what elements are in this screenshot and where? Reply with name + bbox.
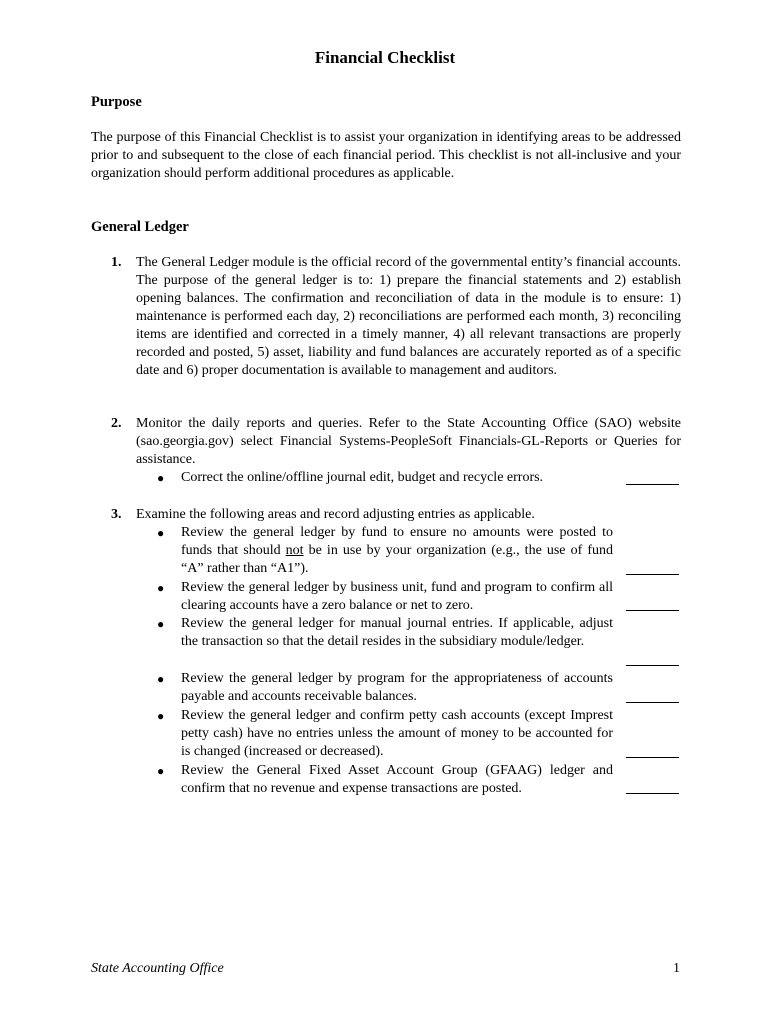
item-1-text: The General Ledger module is the official record of the governmental entity’s financial accounts. The purpose of the general ledger is to: 1) prepare the financial statements and 2) establish opening balances. The confirmation and reconciliation of data in the module is to ensure: 1) maintenance is performed each day, 2) reconciliations are performed each month, 3) reconciling items are identified and corrected in a timely manner, 4) all relevant transactions are properly recorded and posted, 5) asset, liability and fund balances are accurately reported as of a specific date and 6) proper documentation is available to management and auditors. [136, 255, 681, 378]
footer-org-name: State Accounting Office [91, 961, 224, 976]
item-3-bullet-6: Review the General Fixed Asset Account Group (GFAAG) ledger and confirm that no revenue and expense transactions are posted. [181, 763, 613, 796]
purpose-text: The purpose of this Financial Checklist is to assist your organization in identifying areas to be addressed prior to and subsequent to the close of each financial period. This checklist is not all-inclusive and your organization should perform additional procedures as applicable. [91, 130, 681, 181]
bullet-dot: ● [157, 709, 165, 723]
item-3-bullet-2: Review the general ledger by business unit, fund and program to confirm all clearing accounts have a zero balance or net to zero. [181, 580, 613, 613]
bullet-dot: ● [157, 471, 165, 485]
item-3-bullet-1: Review the general ledger by fund to ensure no amounts were posted to funds that should not be in use by your organization (e.g., the use of fund “A” rather than “A1”). [181, 525, 613, 576]
item-1-number: 1. [111, 255, 122, 270]
checkoff-blank [626, 665, 679, 666]
purpose-heading: Purpose [91, 94, 142, 110]
checkoff-blank [626, 574, 679, 575]
checkoff-blank [626, 793, 679, 794]
item-3-bullet-3: Review the general ledger for manual journal entries. If applicable, adjust the transaction so that the detail resides in the subsidiary module/ledger. [181, 616, 613, 649]
item-2-number: 2. [111, 416, 122, 431]
checkoff-blank [626, 484, 679, 485]
item-3-number: 3. [111, 507, 122, 522]
footer-page-number: 1 [673, 961, 680, 976]
bullet-dot: ● [157, 526, 165, 540]
checkoff-blank [626, 610, 679, 611]
bullet-dot: ● [157, 672, 165, 686]
item-2-bullet-1: Correct the online/offline journal edit, budget and recycle errors. [181, 470, 544, 485]
checkoff-blank [626, 757, 679, 758]
item-3-bullet-5: Review the general ledger and confirm petty cash accounts (except Imprest petty cash) have no entries unless the amount of money to be accounted for is changed (increased or decreased). [181, 708, 613, 759]
item-3-text: Examine the following areas and record adjusting entries as applicable. [136, 507, 535, 522]
item-3-bullet-4: Review the general ledger by program for the appropriateness of accounts payable and accounts receivable balances. [181, 671, 613, 704]
general-ledger-heading: General Ledger [91, 219, 189, 235]
page-title: Financial Checklist [314, 48, 456, 67]
item-2-text: Monitor the daily reports and queries. Refer to the State Accounting Office (SAO) website (sao.georgia.gov) select Financial Systems-PeopleSoft Financials-GL-Reports or Queries for assistance. [136, 416, 681, 467]
bullet-dot: ● [157, 617, 165, 631]
checkoff-blank [626, 702, 679, 703]
bullet-dot: ● [157, 764, 165, 778]
bullet-dot: ● [157, 581, 165, 595]
